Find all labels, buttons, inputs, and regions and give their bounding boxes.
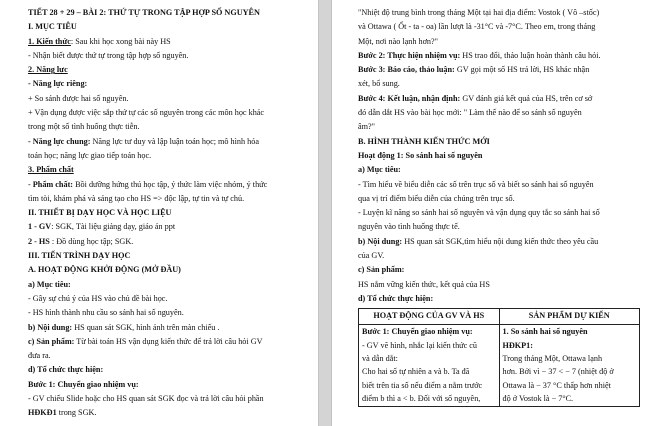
- activity-table: [358, 308, 640, 406]
- text-line: [28, 163, 306, 177]
- text-run: b) Nội dung:: [358, 236, 403, 246]
- text-run: a) Mục tiêu:: [358, 165, 401, 175]
- text-line: [358, 120, 640, 134]
- page-gap: [318, 0, 332, 426]
- text-line: [358, 235, 640, 249]
- text-line: [28, 92, 306, 106]
- table-header-teacher-student: HOẠT ĐỘNG CỦA GV VÀ HS: [359, 309, 500, 325]
- text-line: [28, 220, 306, 234]
- text-run: "Nhiệt độ trung bình trong tháng Một tại hai địa điểm: Vostok ( Vô –stốc): [358, 8, 600, 17]
- text-run: Ottawa là − 37 °C thấp hơn nhiệt: [502, 380, 611, 390]
- text-run: - Luyện kĩ năng so sánh hai số nguyên và vận dụng quy tắc so sánh hai số: [358, 208, 600, 218]
- text-line: [28, 263, 306, 277]
- text-run: nguyên vào tình huống thực tế.: [358, 222, 460, 232]
- text-run: trong SGK.: [56, 408, 97, 418]
- text-line: [28, 135, 306, 149]
- text-run: Bồi dưỡng hứng thú học tập, ý thức làm việc nhóm, ý thức: [73, 179, 268, 189]
- text-line: [28, 49, 306, 63]
- text-run: - GV vẽ hình, nhắc lại kiến thức cũ: [362, 340, 478, 350]
- text-line: [358, 178, 640, 192]
- text-run: HĐKP1:: [502, 340, 533, 350]
- text-line: [28, 349, 306, 363]
- text-line: [358, 249, 640, 263]
- text-run: Từ bài toán HS vận dụng kiến thức để trả lời câu hỏi GV: [74, 336, 263, 346]
- text-line: [358, 20, 640, 34]
- text-run: 2 - HS: [28, 236, 50, 246]
- text-line: [358, 163, 640, 177]
- text-run: Bước 1: Chuyển giao nhiệm vụ:: [362, 327, 473, 337]
- text-line: [28, 77, 306, 91]
- text-run: - Nhận biết được thứ tự trong tập hợp số nguyên.: [28, 50, 189, 60]
- text-run: + Vận dụng được việc sắp thứ tự các số nguyên trong các môn học khác: [28, 108, 265, 118]
- text-run: GV gọi một số HS trả lời, HS khác nhận: [454, 65, 590, 75]
- text-line: [362, 365, 496, 378]
- text-run: điểm b thì a < b. Đối với số nguyên,: [362, 394, 481, 404]
- text-run: A. HOẠT ĐỘNG KHỞI ĐỘNG (MỞ ĐẦU): [28, 265, 181, 275]
- text-run: Bước 3: Báo cáo, thảo luận:: [358, 65, 455, 75]
- text-line: [503, 379, 637, 392]
- text-line: [28, 335, 306, 349]
- text-line: [28, 235, 306, 249]
- text-run: trong một số tình huống thực tiễn.: [28, 122, 140, 132]
- text-run: b) Nội dung:: [28, 322, 73, 332]
- text-run: c) Sản phẩm:: [28, 336, 75, 346]
- text-run: a) Mục tiêu:: [28, 279, 71, 289]
- text-run: Cho hai số tự nhiên a và b. Ta đã: [362, 367, 470, 377]
- text-line: [358, 263, 640, 277]
- text-line: [503, 365, 637, 378]
- text-run: tìm tòi, khám phá và sáng tạo cho HS => độc lập, tự tin và tự chủ.: [28, 193, 245, 203]
- text-run: + So sánh được hai số nguyên.: [28, 93, 129, 103]
- text-run: II. THIẾT BỊ DẠY HỌC VÀ HỌC LIỆU: [28, 208, 172, 218]
- text-run: - GV chiếu Slide hoặc cho HS quan sát SGK đọc và trả lời câu hỏi phần: [28, 394, 264, 404]
- text-line: [358, 292, 640, 306]
- text-run: -: [28, 179, 33, 189]
- text-run: độ ở Vostok là − 7°C.: [502, 394, 574, 404]
- text-run: qua vị trí điểm biểu diễn của chúng trên trục số.: [358, 193, 515, 203]
- text-line: [358, 6, 640, 20]
- text-line: [362, 339, 496, 352]
- text-line: [358, 63, 640, 77]
- text-run: - Năng lực chung:: [28, 136, 91, 146]
- text-line: [28, 292, 306, 306]
- text-line: [503, 325, 637, 338]
- text-run: - Năng lực riêng:: [28, 79, 88, 89]
- text-line: [358, 206, 640, 220]
- text-run: d) Tổ chức thực hiện:: [28, 365, 104, 375]
- text-run: III. TIẾN TRÌNH DẠY HỌC: [28, 251, 131, 261]
- text-run: và dẫn dắt:: [362, 354, 398, 364]
- text-line: [503, 352, 637, 365]
- text-run: Bước 1: Chuyển giao nhiệm vụ:: [28, 379, 139, 389]
- text-run: của GV.: [358, 251, 385, 261]
- text-run: B. HÌNH THÀNH KIẾN THỨC MỚI: [358, 136, 490, 146]
- text-line: [28, 178, 306, 192]
- table-cell-activities: [359, 325, 500, 406]
- text-line: [28, 6, 306, 20]
- text-run: 3. Phẩm chất: [28, 165, 74, 175]
- text-run: Bước 4: Kết luận, nhận định:: [358, 93, 461, 103]
- text-line: [358, 135, 640, 149]
- text-line: [28, 20, 306, 34]
- text-run: Bước 2: Thực hiện nhiệm vụ:: [358, 50, 461, 60]
- table-header-expected-product: SẢN PHẨM DỰ KIẾN: [499, 309, 640, 325]
- text-run: toán học; năng lực giao tiếp toán học.: [28, 150, 152, 160]
- text-run: 1. So sánh hai số nguyên: [502, 327, 588, 337]
- text-run: Phẩm chất:: [32, 179, 74, 189]
- document-page-left[interactable]: [0, 0, 318, 426]
- text-line: [28, 249, 306, 263]
- text-run: HS nắm vững kiến thức, kết quả của HS: [358, 279, 490, 289]
- text-line: [362, 392, 496, 405]
- text-line: [358, 77, 640, 91]
- text-run: Năng lực tư duy và lập luận toán học; mô hình hóa: [90, 136, 259, 146]
- text-run: âm?": [358, 122, 375, 132]
- text-run: 1 - GV: [28, 222, 52, 232]
- text-run: Trong tháng Một, Ottawa lạnh: [502, 354, 603, 364]
- text-line: [362, 352, 496, 365]
- text-line: [358, 149, 640, 163]
- text-line: [28, 278, 306, 292]
- activity-table-header-row: [359, 309, 640, 325]
- text-line: [358, 220, 640, 234]
- text-run: đó dẫn dắt HS vào bài học mới: " Làm thế nào để so sánh số nguyên: [358, 108, 582, 118]
- text-run: Một, nơi nào lạnh hơn?": [358, 36, 438, 46]
- text-run: và Ottawa ( Ốt - ta - oa) lần lượt là -31°C và -7°C. Theo em, trong tháng: [358, 22, 596, 32]
- text-run: GV đánh giá kết quả của HS, trên cơ sở: [460, 93, 593, 103]
- text-run: : Sau khi học xong bài này HS: [70, 36, 171, 46]
- text-run: Hoạt động 1: So sánh hai số nguyên: [358, 150, 483, 160]
- text-line: [358, 278, 640, 292]
- text-line: [362, 379, 496, 392]
- text-line: [28, 106, 306, 120]
- text-run: - Gây sự chú ý của HS vào chủ đề bài học.: [28, 293, 168, 303]
- right-page-text: [358, 6, 640, 306]
- text-run: I. MỤC TIÊU: [28, 22, 77, 32]
- table-cell-products: [499, 325, 640, 406]
- text-run: TIẾT 28 + 29 – BÀI 2: THỨ TỰ TRONG TẬP HỢP SỐ NGUYÊN: [28, 8, 260, 17]
- text-run: 2. Năng lực: [28, 65, 68, 75]
- text-line: [28, 392, 306, 406]
- text-line: [358, 192, 640, 206]
- text-run: d) Tổ chức thực hiện:: [358, 293, 434, 303]
- text-line: [28, 63, 306, 77]
- text-line: [28, 149, 306, 163]
- text-run: 1. Kiến thức: [28, 36, 71, 46]
- text-run: HS trao đổi, thảo luận hoàn thành câu hỏi.: [460, 50, 601, 60]
- text-line: [358, 92, 640, 106]
- text-run: HĐKĐ1: [28, 408, 57, 418]
- text-run: biết trên tia số nếu điểm a nằm trước: [362, 380, 483, 390]
- text-line: [503, 392, 637, 405]
- text-run: : Đồ dùng học tập; SGK.: [49, 236, 134, 246]
- text-run: - Tìm hiểu về biểu diễn các số trên trục số và biết so sánh hai số nguyên: [358, 179, 594, 189]
- text-line: [28, 306, 306, 320]
- text-run: đưa ra.: [28, 351, 51, 361]
- text-line: [28, 378, 306, 392]
- text-line: [28, 406, 306, 420]
- text-run: hơn. Bởi vì − 37 < − 7 (nhiệt độ ở: [502, 367, 614, 377]
- text-line: [28, 120, 306, 134]
- text-line: [28, 321, 306, 335]
- text-line: [28, 363, 306, 377]
- document-page-right[interactable]: [332, 0, 650, 426]
- text-run: HS quan sát SGK, hình ảnh trên màn chiếu .: [72, 322, 220, 332]
- text-line: [358, 35, 640, 49]
- text-run: HS quan sát SGK,tìm hiểu nội dung kiến thức theo yêu cầu: [402, 236, 599, 246]
- text-run: c) Sản phẩm:: [358, 265, 405, 275]
- text-line: [362, 325, 496, 338]
- text-run: xét, bổ sung.: [358, 79, 400, 89]
- text-line: [503, 339, 637, 352]
- text-line: [28, 192, 306, 206]
- text-run: - HS hình thành nhu cầu so sánh hai số nguyên.: [28, 308, 184, 318]
- activity-table-row: [359, 325, 640, 406]
- text-line: [28, 206, 306, 220]
- text-line: [28, 35, 306, 49]
- text-line: [358, 49, 640, 63]
- text-run: : SGK, Tài liệu giảng dạy, giáo án ppt: [51, 222, 176, 232]
- text-line: [358, 106, 640, 120]
- left-page-text: [28, 6, 306, 421]
